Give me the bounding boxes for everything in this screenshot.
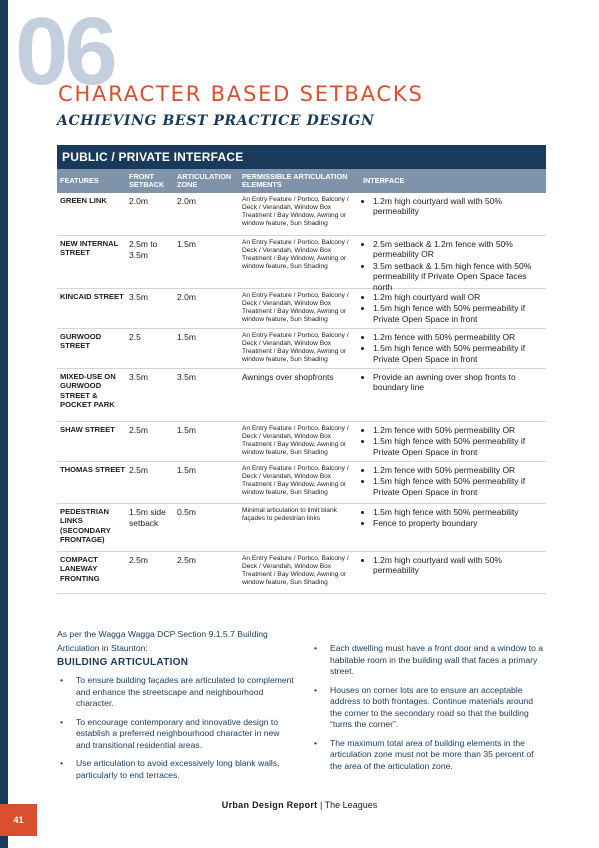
setback-cell: 2.5m	[129, 465, 148, 475]
zone-cell: 2.5m	[177, 555, 196, 565]
zone-cell: 1.5m	[177, 465, 196, 475]
intro-text: As per the Wagga Wagga DCP Section 9.1.5.7 Building Articulation in Staunton:	[57, 629, 268, 653]
setback-cell: 2.5m	[129, 555, 148, 565]
interface-item: • 1.5m high fence with 50% permeability if Private Open Space in front	[373, 343, 542, 364]
setback-cell: 2.5	[129, 332, 141, 342]
interface-cell	[363, 329, 546, 368]
zone-cell: 1.5m	[177, 239, 196, 249]
feature-cell: THOMAS STREET	[60, 465, 125, 474]
header-permissible-elements: PERMISSIBLE ARTICULATION ELEMENTS	[242, 171, 348, 189]
table-row	[57, 462, 546, 504]
left-bullet-column	[57, 675, 295, 788]
interface-item: • 1.2m fence with 50% permeability OR	[373, 465, 542, 475]
interface-item: • Fence to property boundary	[373, 518, 542, 528]
interface-list	[363, 465, 542, 497]
setback-cell: 2.5m to 3.5m	[129, 239, 158, 260]
section-heading: BUILDING ARTICULATION	[57, 657, 189, 668]
feature-cell: NEW INTERNAL STREET	[60, 239, 119, 258]
interface-list	[363, 507, 542, 529]
left-bullet-list	[57, 675, 295, 781]
interface-item: • 3.5m setback & 1.5m high fence with 50% permeability if Private Open Space faces north	[373, 261, 542, 292]
bullet-item: • The maximum total area of building elements in the articulation zone must not be more than 35 percent of the area of the articulation zone.	[311, 738, 547, 773]
interface-item: • 1.2m high courtyard wall OR	[373, 292, 542, 302]
elements-cell: An Entry Feature / Portico, Balcony / Deck / Verandah, Window Box Treatment / Bay Window, Awning or window feature, Sun Shading	[242, 292, 349, 324]
elements-cell: An Entry Feature / Portico, Balcony / Deck / Verandah, Window Box Treatment / Bay Window, Awning or window feature, Sun Shading	[242, 332, 349, 364]
right-bullet-column	[311, 643, 547, 779]
elements-cell: An Entry Feature / Portico, Balcony / Deck / Verandah, Window Box Treatment / Bay Window, Awning or window feature, Sun Shading	[242, 465, 349, 497]
interface-cell	[363, 193, 546, 235]
footer-separator: |	[317, 800, 325, 810]
interface-cell	[363, 289, 546, 328]
interface-item: • 1.2m fence with 50% permeability OR	[373, 425, 542, 435]
interface-item: • 1.2m fence with 50% permeability OR	[373, 332, 542, 342]
interface-list	[363, 425, 542, 457]
interface-item: • 1.5m high fence with 50% permeability	[373, 507, 542, 517]
feature-cell: GREEN LINK	[60, 196, 107, 205]
interface-cell	[363, 462, 546, 503]
header-features: FEATURES	[60, 175, 99, 185]
interface-cell	[363, 422, 546, 461]
interface-item: • 1.2m high courtyard wall with 50% permeability	[373, 555, 542, 576]
interface-list	[363, 555, 542, 576]
footer-project: The Leagues	[324, 800, 378, 810]
page-title: CHARACTER BASED SETBACKS	[58, 82, 424, 106]
right-bullet-list	[311, 643, 547, 772]
interface-cell	[363, 552, 546, 593]
table-row	[57, 422, 546, 462]
zone-cell: 2.0m	[177, 292, 196, 302]
table-row	[57, 289, 546, 329]
interface-item: • 1.2m high courtyard wall with 50% permeability	[373, 196, 542, 217]
feature-cell: PEDESTRIAN LINKS (SECONDARY FRONTAGE)	[60, 507, 111, 545]
interface-item: • Provide an awning over shop fronts to boundary line	[373, 372, 542, 393]
table-row	[57, 369, 546, 422]
elements-cell: An Entry Feature / Portico, Balcony / Deck / Verandah, Window Box Treatment / Bay Window, Awning or window feature, Sun Shading	[242, 555, 349, 587]
setback-cell: 2.0m	[129, 196, 148, 206]
elements-cell: An Entry Feature / Portico, Balcony / Deck / Verandah, Window Box Treatment / Bay Window, Awning or window feature, Sun Shading	[242, 425, 349, 457]
table-row	[57, 552, 546, 594]
interface-item: • 1.5m high fence with 50% permeability if Private Open Space in front	[373, 476, 542, 497]
zone-cell: 2.0m	[177, 196, 196, 206]
table-row	[57, 329, 546, 369]
footer	[0, 800, 599, 810]
interface-cell	[363, 369, 546, 421]
interface-list	[363, 196, 542, 217]
setback-cell: 1.5m side setback	[129, 507, 166, 528]
setback-cell: 3.5m	[129, 372, 148, 382]
footer-report: Urban Design Report	[221, 800, 318, 810]
zone-cell: 1.5m	[177, 332, 196, 342]
feature-cell: KINCAID STREET	[60, 292, 124, 301]
elements-cell: An Entry Feature / Portico, Balcony / Deck / Verandah, Window Box Treatment / Bay Window, Awning or window feature, Sun Shading	[242, 239, 349, 271]
interface-list	[363, 292, 542, 324]
feature-cell: COMPACT LANEWAY FRONTING	[60, 555, 100, 583]
zone-cell: 0.5m	[177, 507, 196, 517]
elements-cell: Minimal articulation to limit blank façades to pedestrian links	[242, 507, 337, 523]
interface-table	[57, 145, 546, 594]
zone-cell: 3.5m	[177, 372, 196, 382]
interface-item: • 2.5m setback & 1.2m fence with 50% permeability OR	[373, 239, 542, 260]
interface-list	[363, 239, 542, 292]
chapter-number: 06	[15, 0, 114, 105]
feature-cell: SHAW STREET	[60, 425, 115, 434]
interface-list	[363, 332, 542, 364]
feature-cell: GURWOOD STREET	[60, 332, 102, 351]
header-articulation-zone: ARTICULATION ZONE	[177, 171, 232, 189]
page-subtitle: ACHIEVING BEST PRACTICE DESIGN	[57, 113, 375, 129]
table-body	[57, 193, 546, 594]
interface-cell	[363, 504, 546, 551]
bullet-item: • Houses on corner lots are to ensure an acceptable address to both frontages. Continue materials around the corner to the secondary road so that the building “turns the corner”.	[311, 685, 547, 731]
table-row	[57, 504, 546, 552]
table-title: PUBLIC / PRIVATE INTERFACE	[57, 145, 546, 169]
feature-cell: MIXED-USE ON GURWOOD STREET & POCKET PARK	[60, 372, 116, 410]
header-front-setback: FRONT SETBACK	[129, 171, 165, 189]
page-number: 41	[0, 804, 37, 836]
zone-cell: 1.5m	[177, 425, 196, 435]
table-row	[57, 193, 546, 236]
interface-cell	[363, 236, 546, 292]
interface-item: • 1.5m high fence with 50% permeability if Private Open Space in front	[373, 303, 542, 324]
header-interface: INTERFACE	[363, 175, 405, 185]
elements-cell: An Entry Feature / Portico, Balcony / Deck / Verandah, Window Box Treatment / Bay Window, Awning or window feature, Sun Shading	[242, 196, 349, 228]
interface-list	[363, 372, 542, 393]
table-header-row	[57, 169, 546, 193]
bullet-item: • To encourage contemporary and innovative design to establish a preferred neighbourhood character in new and transitional residential areas.	[57, 717, 295, 752]
bullet-item: • To ensure building façades are articulated to complement and enhance the streetscape and neighbourhood character.	[57, 675, 295, 710]
left-edge-bar	[0, 0, 8, 848]
interface-item: • 1.5m high fence with 50% permeability if Private Open Space in front	[373, 436, 542, 457]
bullet-item: • Use articulation to avoid excessively long blank walls, particularly to end terraces.	[57, 758, 295, 781]
elements-cell: Awnings over shopfronts	[242, 372, 334, 382]
setback-cell: 2.5m	[129, 425, 148, 435]
table-row	[57, 236, 546, 292]
setback-cell: 3.5m	[129, 292, 148, 302]
bullet-item: • Each dwelling must have a front door and a window to a habitable room in the building wall that faces a primary street.	[311, 643, 547, 678]
